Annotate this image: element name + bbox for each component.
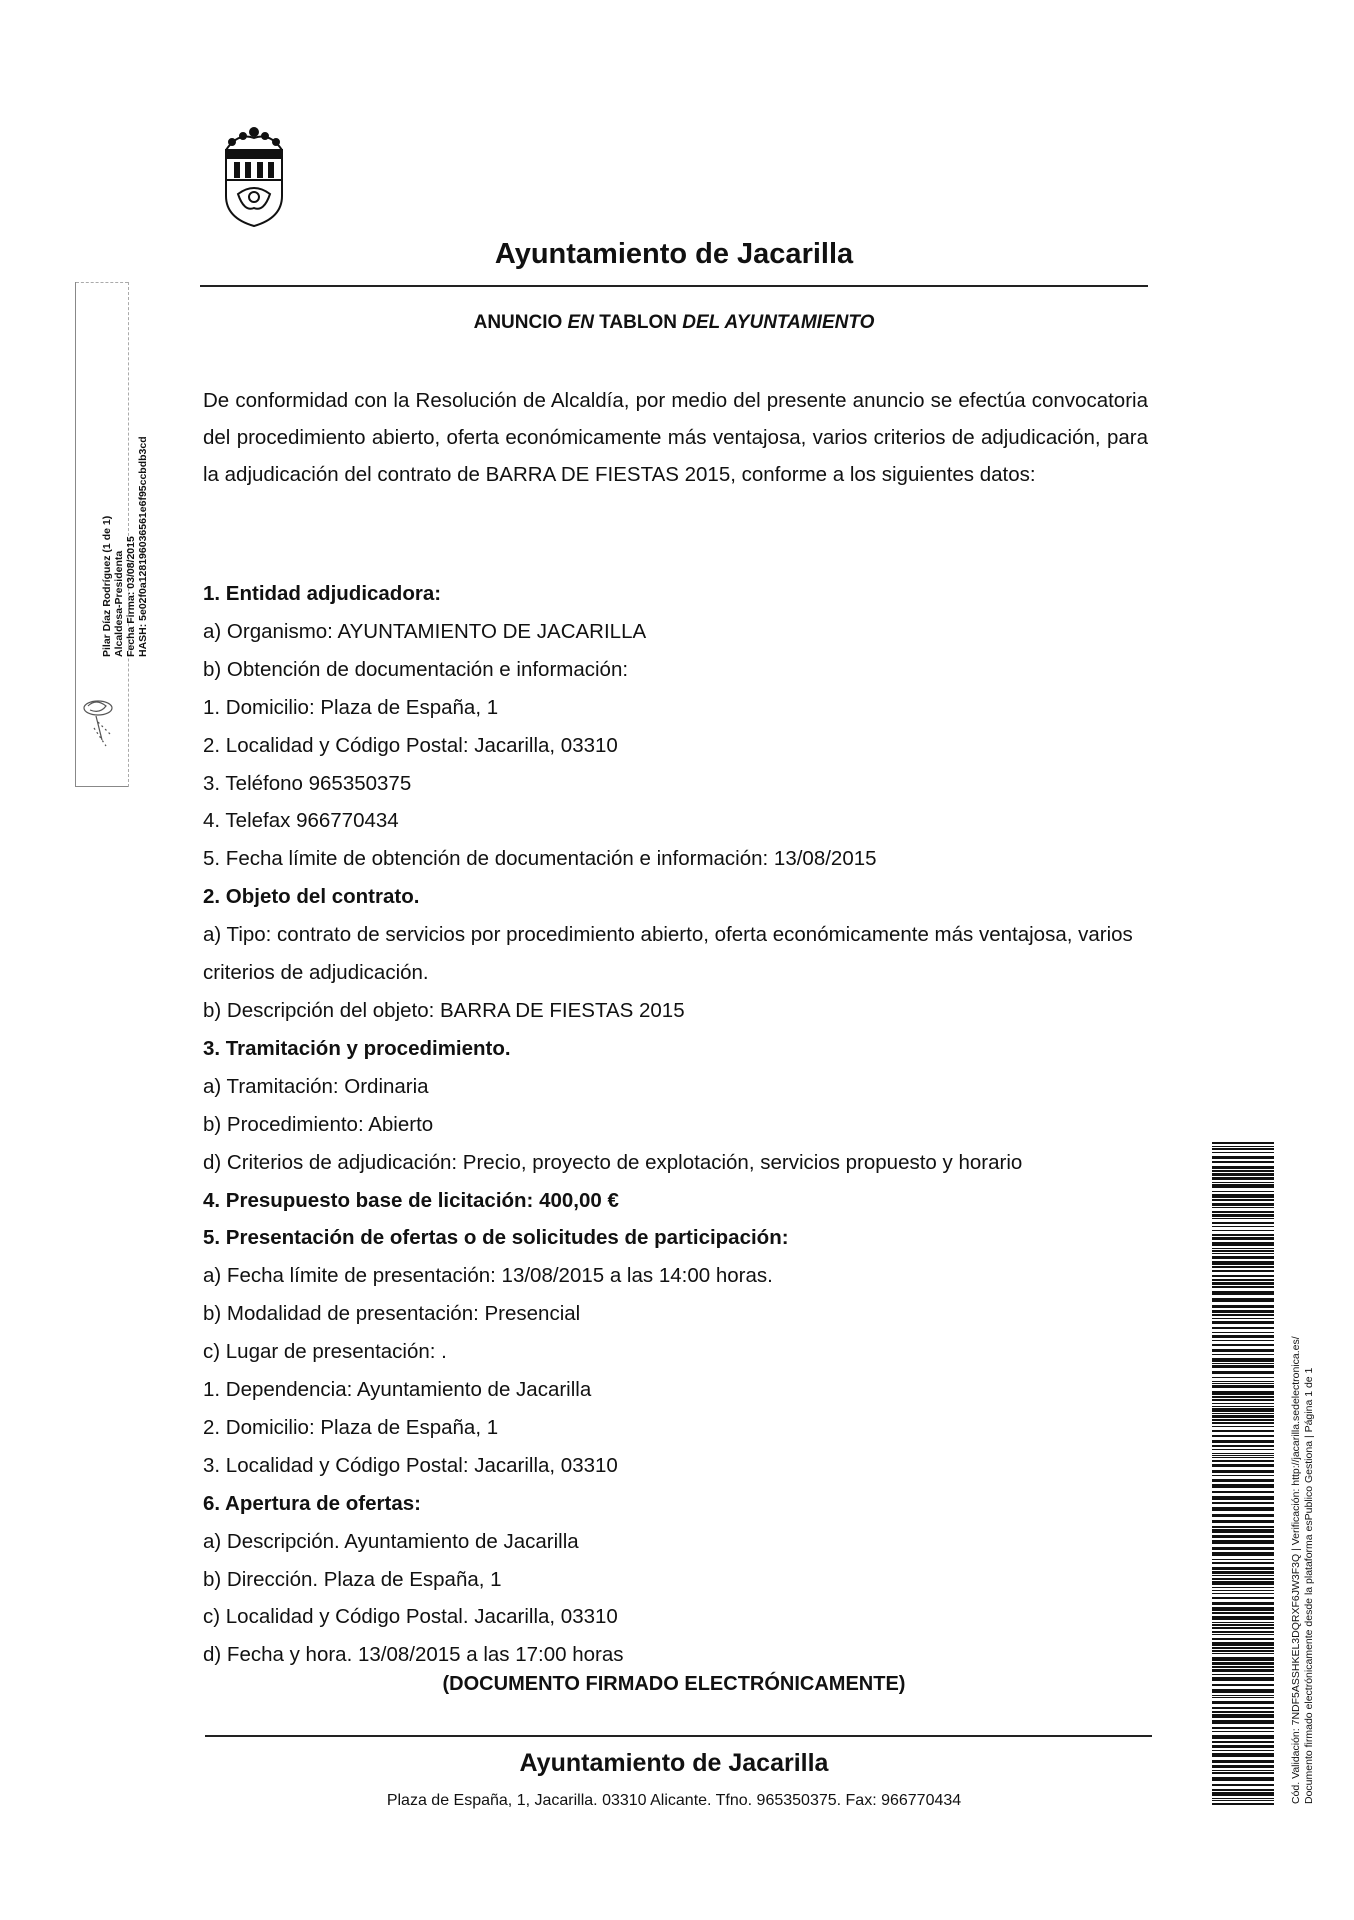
barcode-bar — [1212, 1638, 1274, 1640]
barcode-bar — [1212, 1731, 1274, 1732]
signature-line: Alcaldesa-Presidenta — [113, 550, 125, 657]
barcode-bar — [1212, 1321, 1274, 1324]
signature-mark-icon — [76, 694, 124, 754]
barcode-bar — [1212, 1266, 1274, 1268]
section-heading: 6. Apertura de ofertas: — [203, 1491, 421, 1515]
verification-line: Documento firmado electrónicamente desde la plataforma esPublico Gestiona | Página 1 de 1 — [1303, 1367, 1315, 1804]
section-heading: 4. Presupuesto base de licitación: 400,00 € — [203, 1188, 619, 1212]
barcode-bar — [1212, 1275, 1274, 1277]
barcode-bar — [1212, 1298, 1274, 1302]
barcode-bar — [1212, 1396, 1274, 1398]
barcode-bar — [1212, 1142, 1274, 1144]
barcode-bar — [1212, 1453, 1274, 1454]
barcode-bar — [1212, 1371, 1274, 1374]
barcode-bar — [1212, 1230, 1274, 1231]
barcode-bar — [1212, 1750, 1274, 1751]
barcode-bar — [1212, 1166, 1274, 1169]
barcode-bar — [1212, 1697, 1274, 1698]
barcode-bar — [1212, 1156, 1274, 1159]
barcode-bar — [1212, 1657, 1274, 1661]
page-title: Ayuntamiento de Jacarilla — [494, 238, 854, 270]
barcode-bar — [1212, 1184, 1274, 1188]
barcode-bar — [1212, 1602, 1274, 1605]
barcode-bar — [1212, 1800, 1274, 1801]
barcode-bar — [1212, 1777, 1274, 1781]
barcode-bar — [1212, 1191, 1274, 1192]
barcode-bar — [1212, 1727, 1274, 1729]
list-item: b) Obtención de documentación e información: — [203, 657, 629, 681]
list-item: d) Fecha y hora. 13/08/2015 a las 17:00 horas — [203, 1643, 624, 1667]
barcode-bar — [1212, 1270, 1274, 1272]
barcode-bar — [1212, 1578, 1274, 1580]
barcode-bar — [1212, 1291, 1274, 1295]
barcode-bar — [1212, 1177, 1274, 1180]
barcode-bar — [1212, 1419, 1274, 1421]
barcode-bar — [1212, 1332, 1274, 1333]
barcode-bar — [1212, 1772, 1274, 1774]
barcode-bar — [1212, 1798, 1274, 1799]
list-item: b) Procedimiento: Abierto — [203, 1112, 434, 1136]
barcode-bar — [1212, 1435, 1274, 1437]
barcode-bar — [1212, 1261, 1274, 1265]
coat-of-arms-logo — [218, 122, 290, 228]
intro-paragraph: De conformidad con la Resolución de Alcaldía, por medio del presente anuncio se efectúa convocatoria del procedimiento abierto, oferta económicamente más ventajosa, varios criterios de adjudicación, para la adjudicación del contrato de BARRA DE FIESTAS 2015, conforme a los siguientes datos: — [203, 389, 1148, 486]
stamp-border — [76, 282, 128, 283]
footer-title: Ayuntamiento de Jacarilla — [519, 1749, 829, 1777]
barcode-bar — [1212, 1662, 1274, 1665]
barcode-bar — [1212, 1784, 1274, 1786]
barcode-bar — [1212, 1340, 1274, 1341]
signature-line: HASH: 5e02f0a128196036561e6f95ccbdb3cd — [137, 436, 149, 657]
barcode-bar — [1212, 1161, 1274, 1163]
announcement-items — [203, 575, 1163, 1674]
barcode-bar — [1212, 1475, 1274, 1476]
barcode-bar — [1212, 1237, 1274, 1240]
barcode-bar — [1212, 1666, 1274, 1668]
stamp-border — [76, 786, 128, 787]
barcode-bar — [1212, 1349, 1274, 1352]
barcode-bar — [1212, 1735, 1274, 1739]
barcode-bar — [1212, 1226, 1274, 1227]
barcode-bar — [1212, 1455, 1274, 1456]
barcode-bar — [1212, 1413, 1274, 1414]
barcode-bar — [1212, 1211, 1274, 1213]
barcode-bar — [1212, 1616, 1274, 1620]
barcode-bar — [1212, 1354, 1274, 1355]
barcode-bar — [1212, 1547, 1274, 1550]
barcode-bar — [1212, 1590, 1274, 1591]
barcode-bar — [1212, 1529, 1274, 1533]
barcode-bar — [1212, 1344, 1274, 1346]
barcode-bar — [1212, 1148, 1274, 1150]
barcode-bar — [1212, 1760, 1274, 1763]
barcode-bar — [1212, 1650, 1274, 1652]
heading-part: ANUNCIO — [473, 312, 568, 333]
barcode-bar — [1212, 1714, 1274, 1718]
signed-note: (DOCUMENTO FIRMADO ELECTRÓNICAMENTE) — [442, 1673, 906, 1695]
barcode-bar — [1212, 1593, 1274, 1594]
barcode-bar — [1212, 1403, 1274, 1404]
barcode-bar — [1212, 1385, 1274, 1388]
barcode-bar — [1212, 1496, 1274, 1500]
barcode-bar — [1212, 1701, 1274, 1704]
barcode-bar — [1212, 1363, 1274, 1364]
list-item: b) Descripción del objeto: BARRA DE FIESTAS 2015 — [203, 998, 685, 1022]
barcode-bar — [1212, 1253, 1274, 1254]
barcode-bar — [1212, 1562, 1274, 1564]
barcode-bar — [1212, 1575, 1274, 1576]
barcode-bar — [1212, 1327, 1274, 1329]
barcode-bar — [1212, 1571, 1274, 1574]
barcode-bar — [1212, 1711, 1274, 1713]
barcode-bar — [1212, 1173, 1274, 1176]
barcode-bar — [1212, 1792, 1274, 1796]
barcode-bar — [1212, 1587, 1274, 1588]
barcode-bar — [1212, 1383, 1274, 1384]
list-item: c) Localidad y Código Postal. Jacarilla, 03310 — [203, 1605, 618, 1629]
barcode-bar — [1212, 1335, 1274, 1338]
section-heading: 5. Presentación de ofertas o de solicitudes de participación: — [203, 1226, 789, 1250]
list-item: a) Descripción. Ayuntamiento de Jacarilla — [203, 1529, 579, 1553]
barcode-bar — [1212, 1526, 1274, 1528]
list-item: d) Criterios de adjudicación: Precio, proyecto de explotación, servicios propuesto y horario — [203, 1150, 1023, 1174]
barcode-bar — [1212, 1242, 1274, 1246]
barcode-bar — [1212, 1765, 1274, 1768]
barcode-bar — [1212, 1647, 1274, 1649]
barcode-bar — [1212, 1597, 1274, 1599]
barcode-bar — [1212, 1199, 1274, 1201]
signature-line: Pilar Díaz Rodríguez (1 de 1) — [101, 515, 113, 657]
barcode-bar — [1212, 1559, 1274, 1560]
section-heading: 1. Entidad adjudicadora: — [203, 582, 442, 605]
barcode-bar — [1212, 1695, 1274, 1696]
barcode-bar — [1212, 1612, 1274, 1614]
list-item: 4. Telefax 966770434 — [203, 809, 399, 833]
signature-line: Fecha Firma: 03/08/2015 — [125, 536, 137, 657]
barcode-bar — [1212, 1415, 1274, 1418]
barcode-bar — [1212, 1631, 1274, 1633]
barcode-bar — [1212, 1234, 1274, 1236]
barcode-bar — [1212, 1282, 1274, 1285]
barcode-bar — [1212, 1222, 1274, 1224]
footer-divider — [205, 1735, 1152, 1737]
barcode-bar — [1212, 1624, 1274, 1626]
barcode-bar — [1212, 1567, 1274, 1570]
barcode-bar — [1212, 1677, 1274, 1681]
barcode-bar — [1212, 1653, 1274, 1654]
list-item: b) Modalidad de presentación: Presencial — [203, 1302, 581, 1326]
barcode-bar — [1212, 1753, 1274, 1757]
barcode-bar — [1212, 1745, 1274, 1748]
barcode-bar — [1212, 1689, 1274, 1693]
barcode-bar — [1212, 1634, 1274, 1635]
barcode-bar — [1212, 1449, 1274, 1450]
barcode-bar — [1212, 1607, 1274, 1611]
barcode-bar — [1212, 1152, 1274, 1153]
barcode-bar — [1212, 1535, 1274, 1538]
barcode-bar — [1212, 1365, 1274, 1368]
list-item: a) Tipo: contrato de servicios por procedimiento abierto, oferta económicamente más ventajosa, varios criterios de adjudicación. — [203, 923, 1133, 985]
announcement-heading — [200, 312, 1148, 334]
barcode-bar — [1212, 1581, 1274, 1585]
barcode-bar — [1212, 1279, 1274, 1281]
barcode-bar — [1212, 1720, 1274, 1724]
barcode-bar — [1212, 1314, 1274, 1316]
barcode-bar — [1212, 1358, 1274, 1362]
barcode-bar — [1212, 1286, 1274, 1288]
barcode-bar — [1212, 1203, 1274, 1206]
barcode-bar — [1212, 1214, 1274, 1217]
barcode-bar — [1212, 1627, 1274, 1629]
barcode-bar — [1212, 1470, 1274, 1473]
barcode-bar — [1212, 1514, 1274, 1517]
barcode-bar — [1212, 1310, 1274, 1313]
signature-stamp-text — [101, 337, 149, 657]
barcode-bar — [1212, 1182, 1274, 1183]
barcode-bar — [1212, 1218, 1274, 1219]
list-item: a) Organismo: AYUNTAMIENTO DE JACARILLA — [203, 619, 647, 643]
barcode-bar — [1212, 1146, 1274, 1147]
barcode-bar — [1212, 1381, 1274, 1382]
barcode-bar — [1212, 1789, 1274, 1791]
barcode-bar — [1212, 1707, 1274, 1709]
verification-barcode — [1212, 1142, 1274, 1806]
barcode-bar — [1212, 1770, 1274, 1771]
barcode-bar — [1212, 1502, 1274, 1504]
list-item: a) Fecha límite de presentación: 13/08/2015 a las 14:00 horas. — [203, 1264, 773, 1288]
barcode-bar — [1212, 1391, 1274, 1395]
barcode-bar — [1212, 1674, 1274, 1675]
barcode-bar — [1212, 1430, 1274, 1432]
barcode-bar — [1212, 1406, 1274, 1407]
list-item: 3. Localidad y Código Postal: Jacarilla, 03310 — [203, 1453, 618, 1477]
barcode-bar — [1212, 1460, 1274, 1462]
verification-text — [1290, 1104, 1316, 1804]
section-heading: 2. Objeto del contrato. — [203, 885, 420, 909]
barcode-bar — [1212, 1540, 1274, 1544]
barcode-bar — [1212, 1642, 1274, 1646]
footer-address: Plaza de España, 1, Jacarilla. 03310 Alicante. Tfno. 965350375. Fax: 966770434 — [386, 1792, 962, 1809]
barcode-bar — [1212, 1305, 1274, 1308]
heading-part: EN — [567, 312, 594, 333]
barcode-bar — [1212, 1250, 1274, 1252]
barcode-bar — [1212, 1207, 1274, 1208]
barcode-bar — [1212, 1479, 1274, 1482]
barcode-bar — [1212, 1440, 1274, 1443]
list-item: 2. Localidad y Código Postal: Jacarilla, 03310 — [203, 733, 618, 757]
barcode-bar — [1212, 1491, 1274, 1493]
barcode-bar — [1212, 1552, 1274, 1556]
barcode-bar — [1212, 1422, 1274, 1424]
barcode-bar — [1212, 1445, 1274, 1447]
barcode-bar — [1212, 1377, 1274, 1378]
barcode-bar — [1212, 1399, 1274, 1401]
list-item: 1. Domicilio: Plaza de España, 1 — [203, 695, 499, 719]
section-heading: 3. Tramitación y procedimiento. — [203, 1036, 511, 1060]
header-divider — [200, 285, 1148, 287]
barcode-bar — [1212, 1457, 1274, 1458]
barcode-bar — [1212, 1484, 1274, 1488]
barcode-bar — [1212, 1741, 1274, 1743]
barcode-bar — [1212, 1507, 1274, 1511]
barcode-bar — [1212, 1803, 1274, 1805]
barcode-bar — [1212, 1520, 1274, 1523]
verification-line: Cód. Validación: 7NDF5ASSHKEL3DQRXF6JW3F3Q | Verificación: http://jacarilla.sedelectronica.es/ — [1290, 1336, 1302, 1804]
barcode-bar — [1212, 1170, 1274, 1172]
barcode-bar — [1212, 1669, 1274, 1672]
barcode-bar — [1212, 1684, 1274, 1686]
barcode-bar — [1212, 1248, 1274, 1249]
barcode-bar — [1212, 1194, 1274, 1198]
barcode-bar — [1212, 1256, 1274, 1259]
list-item: 2. Domicilio: Plaza de España, 1 — [203, 1415, 499, 1439]
list-item: a) Tramitación: Ordinaria — [203, 1074, 429, 1098]
barcode-bar — [1212, 1318, 1274, 1319]
heading-part: TABLON — [593, 312, 683, 333]
barcode-bar — [1212, 1464, 1274, 1467]
list-item: c) Lugar de presentación: . — [203, 1340, 447, 1364]
list-item: b) Dirección. Plaza de España, 1 — [203, 1567, 502, 1591]
heading-part: DEL AYUNTAMIENTO — [682, 312, 875, 333]
barcode-bar — [1212, 1622, 1274, 1623]
list-item: 1. Dependencia: Ayuntamiento de Jacarilla — [203, 1378, 592, 1402]
barcode-bar — [1212, 1408, 1274, 1412]
list-item: 5. Fecha límite de obtención de documentación e información: 13/08/2015 — [203, 847, 877, 871]
list-item: 3. Teléfono 965350375 — [203, 771, 412, 795]
barcode-bar — [1212, 1426, 1274, 1427]
